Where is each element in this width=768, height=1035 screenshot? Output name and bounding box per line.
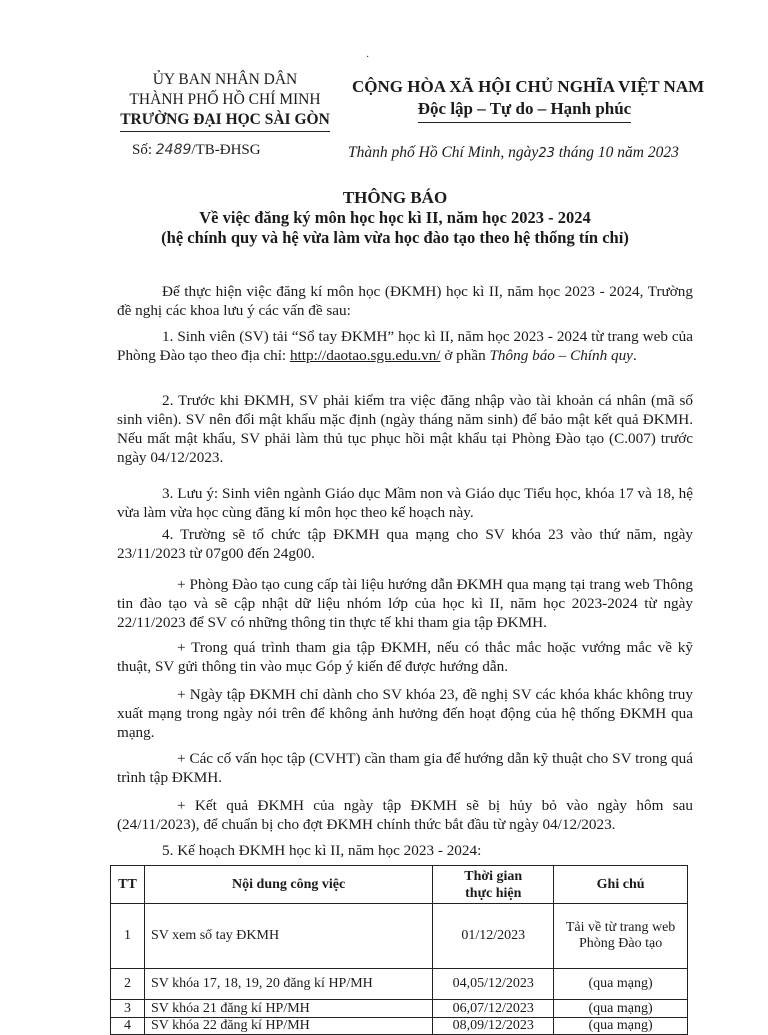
header-content: Nội dung công việc	[144, 866, 432, 904]
cell-content: SV khóa 22 đăng kí HP/MH	[144, 1018, 432, 1035]
table-header-row	[111, 866, 688, 904]
item-1-text: 1. Sinh viên (SV) tải “Sổ tay ĐKMH” học kì II, năm học 2023 - 2024 từ trang web của Phòng Đào tạo theo địa chỉ:	[117, 328, 693, 364]
cell-tt: 4	[111, 1018, 145, 1035]
cell-tt: 1	[111, 904, 145, 969]
issuer-block	[95, 70, 355, 132]
scan-dot: ·	[366, 52, 370, 63]
document-title: THÔNG BÁO	[342, 188, 448, 207]
cell-note: (qua mạng)	[554, 1000, 688, 1018]
sub-item-2: + Trong quá trình tham gia tập ĐKMH, nếu có thắc mắc hoặc vướng mắc về kỹ thuật, SV gửi thông tin vào mục Góp ý kiến để được hướng dẫn.	[117, 639, 693, 675]
so-number-handwritten: 2489	[155, 142, 192, 158]
title-block	[100, 188, 690, 248]
so-prefix: Số:	[132, 142, 153, 158]
issue-date	[348, 144, 679, 162]
item-1-paragraph: 1. Sinh viên (SV) tải “Sổ tay ĐKMH” học kì II, năm học 2023 - 2024 từ trang web của Phòng Đào tạo theo địa chỉ: http://daotao.sgu.edu.vn/ ở phần Thông báo – Chính quy.	[117, 328, 693, 364]
sub-item-5: + Kết quả ĐKMH của ngày tập ĐKMH sẽ bị hủy bỏ vào ngày hôm sau (24/11/2023), để chuẩn bị cho đợt ĐKMH chính thức bắt đầu từ ngày 04/12/2023.	[117, 797, 693, 833]
intro-paragraph: Để thực hiện việc đăng kí môn học (ĐKMH) học kì II, năm học 2023 - 2024, Trường đề nghị các khoa lưu ý các vấn đề sau:	[117, 283, 693, 319]
plan-table	[110, 865, 688, 1035]
cell-time: 06,07/12/2023	[433, 1000, 554, 1018]
item-1-section: Thông báo – Chính quy	[489, 347, 633, 364]
table-row	[111, 1000, 688, 1018]
cell-content: SV khóa 21 đăng kí HP/MH	[144, 1000, 432, 1018]
table-row	[111, 904, 688, 969]
cell-time: 04,05/12/2023	[433, 969, 554, 1000]
cell-content: SV khóa 17, 18, 19, 20 đăng kí HP/MH	[144, 969, 432, 1000]
date-prefix: Thành phố Hồ Chí Minh, ngày	[348, 144, 539, 161]
item-4-paragraph: 4. Trường sẽ tổ chức tập ĐKMH qua mạng cho SV khóa 23 vào thứ năm, ngày 23/11/2023 từ 07g00 đến 24g00.	[117, 526, 693, 562]
item-5-heading: 5. Kế hoạch ĐKMH học kì II, năm học 2023 - 2024:	[162, 842, 482, 859]
cell-note: Tải về từ trang web Phòng Đào tạo	[554, 904, 688, 969]
sub-item-3: + Ngày tập ĐKMH chỉ dành cho SV khóa 23, đề nghị SV các khóa khác không truy xuất mạng trong ngày nói trên để không ảnh hưởng đến hoạt động của hệ thống ĐKMH qua mạng.	[117, 686, 693, 741]
date-suffix: tháng 10 năm 2023	[558, 144, 679, 161]
sub-item-1: + Phòng Đào tạo cung cấp tài liệu hướng dẫn ĐKMH qua mạng tại trang web Thông tin đào tạo và sẽ cập nhật dữ liệu nhóm lớp của học kì II, năm học 2023-2024 từ ngày 22/11/2023 để SV có những thông tin thực tế khi tham gia tập ĐKMH.	[117, 576, 693, 631]
national-motto: Độc lập – Tự do – Hạnh phúc	[418, 98, 631, 123]
table-row	[111, 1018, 688, 1035]
national-motto-block	[352, 76, 705, 123]
header-time: Thời gian thực hiện	[433, 866, 554, 904]
issuer-line-3: TRƯỜNG ĐẠI HỌC SÀI GÒN	[120, 110, 330, 132]
cell-time: 01/12/2023	[433, 904, 554, 969]
item-2-paragraph: 2. Trước khi ĐKMH, SV phải kiểm tra việc đăng nhập vào tài khoản cá nhân (mã số sinh viên). SV nên đổi mật khẩu mặc định (ngày tháng năm sinh) để bảo mật kết quả ĐKMH. Nếu mất mật khẩu, SV phải làm thủ tục phục hồi mật khẩu tại Phòng Đào tạo (C.007) trước ngày 04/12/2023.	[117, 392, 693, 466]
issuer-line-1: ỦY BAN NHÂN DÂN	[152, 71, 298, 88]
header-tt: TT	[111, 866, 145, 904]
cell-time: 08,09/12/2023	[433, 1018, 554, 1035]
table-row	[111, 969, 688, 1000]
document-number	[132, 142, 261, 159]
cell-tt: 3	[111, 1000, 145, 1018]
header-note: Ghi chú	[554, 866, 688, 904]
so-suffix: /TB-ĐHSG	[191, 142, 261, 158]
sub-item-4: + Các cố vấn học tập (CVHT) cần tham gia để hướng dẫn kỹ thuật cho SV trong quá trình tập ĐKMH.	[117, 750, 693, 786]
country-name: CỘNG HÒA XÃ HỘI CHỦ NGHĨA VIỆT NAM	[352, 77, 705, 96]
cell-content: SV xem sổ tay ĐKMH	[144, 904, 432, 969]
document-scope: (hệ chính quy và hệ vừa làm vừa học đào tạo theo hệ thống tín chỉ)	[161, 228, 629, 247]
document-subject: Về việc đăng ký môn học học kì II, năm học 2023 - 2024	[199, 208, 591, 227]
cell-note: (qua mạng)	[554, 1018, 688, 1035]
daotao-link[interactable]: http://daotao.sgu.edu.vn/	[289, 347, 441, 364]
item-3-paragraph: 3. Lưu ý: Sinh viên ngành Giáo dục Mầm non và Giáo dục Tiểu học, khóa 17 và 18, hệ vừa làm vừa học cùng đăng kí môn học theo kế hoạch này.	[117, 485, 693, 521]
cell-tt: 2	[111, 969, 145, 1000]
date-day-handwritten: 23	[538, 146, 555, 161]
cell-note: (qua mạng)	[554, 969, 688, 1000]
issuer-line-2: THÀNH PHỐ HỒ CHÍ MINH	[129, 91, 321, 108]
